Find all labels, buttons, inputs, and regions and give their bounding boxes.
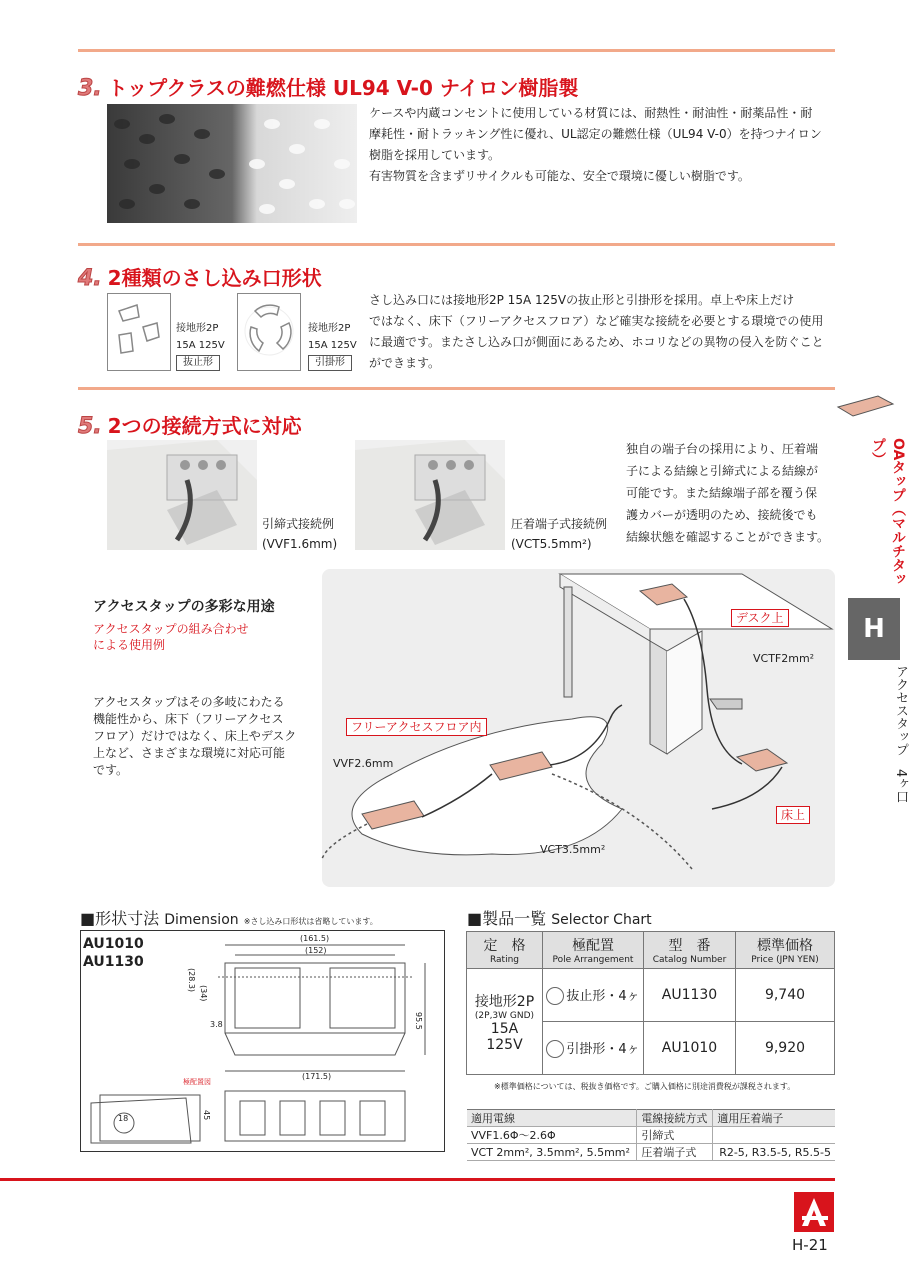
raised-floor-label: フリーアクセスフロア内 [346,718,487,736]
caption-line2: (VCT5.5mm²) [511,537,592,551]
plug1-tag: 抜止形 [176,355,220,371]
model-au1130: AU1130 [83,954,144,970]
wire-header: 電線接続方式 [637,1110,713,1127]
desk-top-label: デスク上 [731,609,789,627]
price-cell: 9,920 [736,1022,835,1075]
wire-header-row [467,1110,835,1127]
plug1-line1: 接地形2P [176,323,219,334]
text-line: 子による結線と引締式による結線が [626,464,819,478]
usage-subtitle [93,621,249,653]
pole-diagram-label: 極配置図 [183,1078,211,1086]
text-line: 摩耗性・耐トラッキング性に優れ、UL認定の難燃仕様（UL94 V-0）を持つナイロン [369,127,822,141]
dim-955: 95.5 [414,1012,423,1030]
selector-title: ■製品一覧 [467,909,547,928]
text-line: です。 [93,763,129,777]
wire-table [467,1109,835,1161]
text-line: 上など、さまざまな環境に対応可能 [93,746,286,760]
wire-cell [713,1127,835,1144]
section-5-heading [78,410,302,439]
price-note: ※標準価格については、税抜き価格です。ご購入価格に別途消費税が課税されます。 [494,1082,796,1091]
side-view-drawing [86,1093,196,1148]
text-line: 機能性から、床下（フリーアクセス [93,712,284,726]
catalog-cell: AU1010 [644,1022,736,1075]
product-thumbnail [823,392,900,422]
plug2-spec [308,320,357,371]
table-header-row [467,932,835,969]
subtitle-line1: アクセスタップの組み合わせ [93,622,249,636]
locking-plug-icon [546,987,564,1005]
text-line: 独自の端子台の採用により、圧着端 [626,442,819,456]
section-3-heading [78,72,578,101]
dim-152: (152) [305,946,327,955]
crimp-connection-photo [355,440,505,550]
section-rule [78,387,835,390]
text-line: ではなく、床下（フリーアクセスフロア）など確実な接続を必要とする環境での使用 [369,314,824,328]
dimension-title: ■形状寸法 [80,909,160,928]
page-number: H-21 [792,1236,828,1254]
caption-line2: (VVF1.6mm) [262,537,338,551]
usage-body [93,694,313,779]
text-line: 可能です。また結線端子部を覆う保 [626,486,818,500]
twist-lock-receptacle-icon [237,293,301,371]
caption-line1: 圧着端子式接続例 [511,517,608,531]
section-number: 5. [78,414,102,439]
usage-title: アクセスタップの多彩な用途 [93,599,275,615]
caption-line1: 引締式接続例 [262,517,335,531]
section-rule [78,243,835,246]
header-catalog: 型 番 Catalog Number [644,932,736,969]
text-line: 有害物質を含まずリサイクルも可能な、安全で環境に優しい樹脂です。 [369,169,750,183]
dimension-note: ※さし込み口形状は省略しています。 [243,917,378,926]
twist-lock-plug-icon [546,1040,564,1058]
pole-cell: 抜止形・4ヶ [543,969,644,1022]
header-price: 標準価格 Price (JPN YEN) [736,932,835,969]
nylon-pellets-photo [107,104,357,223]
price-cell: 9,740 [736,969,835,1022]
plug1-line2: 15A 125V [176,340,225,351]
section-3-body [369,103,839,187]
dim-283: (28.3) [187,968,196,993]
header-pole: 極配置 Pole Arrangement [543,932,644,969]
clamp-connection-photo [107,440,257,550]
selector-heading [467,906,652,929]
text-line: 護カバーが透明のため、接続後でも [626,508,818,522]
crimp-caption [511,514,607,554]
plug2-line2: 15A 125V [308,340,357,351]
wire-cell: R2-5, R3.5-5, R5.5-5 [713,1144,835,1161]
model-au1010: AU1010 [83,936,144,952]
plug2-line1: 接地形2P [308,323,351,334]
selector-title-en: Selector Chart [551,912,652,928]
clamp-caption [262,514,337,554]
dimension-heading [80,906,378,929]
selector-table [466,931,835,1075]
dim-18: 18 [118,1114,129,1123]
category-tab: OAタップ（マルチタップ） [870,438,906,587]
dim-1615: (161.5) [300,934,330,943]
section-4-heading [78,262,322,291]
wire-cell: VVF1.6Φ〜2.6Φ [467,1127,637,1144]
section-title: 2種類のさし込み口形状 [107,266,322,290]
section-number: 3. [78,76,102,101]
table-row [467,969,835,1022]
vctf-label: VCTF2mm² [753,652,815,665]
floor-top-label: 床上 [776,806,810,824]
pole-cell: 引掛形・4ヶ [543,1022,644,1075]
section-rule [78,49,835,52]
product-tab: アクセスタップ 4ヶ口 [893,665,908,804]
wire-header: 適用圧着端子 [713,1110,835,1127]
text-line: さし込み口には接地形2P 15A 125Vの抜止形と引掛形を採用。卓上や床上だけ [369,293,795,307]
text-line: アクセスタップはその多岐にわたる [93,695,285,709]
wire-cell: 引締式 [637,1127,713,1144]
text-line: 樹脂を採用しています。 [369,148,501,162]
rating-cell: 接地形2P (2P,3W GND) 15A 125V [467,969,543,1075]
dim-45: 45 [202,1110,211,1121]
section-title: トップクラスの難燃仕様 UL94 V-0 ナイロン樹脂製 [107,76,579,100]
table-row [467,1127,835,1144]
footer-rule [0,1178,835,1181]
brand-logo-icon [794,1192,834,1232]
table-row [467,1144,835,1161]
section-4-body [369,290,839,374]
locking-receptacle-icon [107,293,171,371]
vvf-label: VVF2.6mm [333,757,394,770]
text-line: ができます。 [369,356,441,370]
wire-header: 適用電線 [467,1110,637,1127]
wire-cell: VCT 2mm², 3.5mm², 5.5mm² [467,1144,637,1161]
header-rating: 定 格 Rating [467,932,543,969]
text-line: に最適です。またさし込み口が側面にあるため、ホコリなどの異物の侵入を防ぐこと [369,335,824,349]
plug2-tag: 引掛形 [308,355,352,371]
section-letter-tab: H [848,598,900,660]
subtitle-line2: による使用例 [93,638,166,652]
section-5-body [626,438,841,548]
plug1-spec [176,320,225,371]
dim-34: (34) [199,985,208,1002]
wire-cell: 圧着端子式 [637,1144,713,1161]
section-number: 4. [78,266,102,291]
dim-1715: (171.5) [302,1072,332,1081]
text-line: ケースや内蔵コンセントに使用している材質には、耐熱性・耐油性・耐薬品性・耐 [369,106,813,120]
dimension-title-en: Dimension [164,912,239,928]
dim-38: 3.8 [210,1020,223,1029]
vct-label: VCT3.5mm² [540,843,606,856]
text-line: 結線状態を確認することができます。 [626,530,830,544]
dimension-drawing [180,933,442,1148]
catalog-cell: AU1130 [644,969,736,1022]
dimension-models [83,935,144,971]
text-line: フロア）だけではなく、床上やデスク [93,729,297,743]
section-title: 2つの接続方式に対応 [107,414,302,438]
